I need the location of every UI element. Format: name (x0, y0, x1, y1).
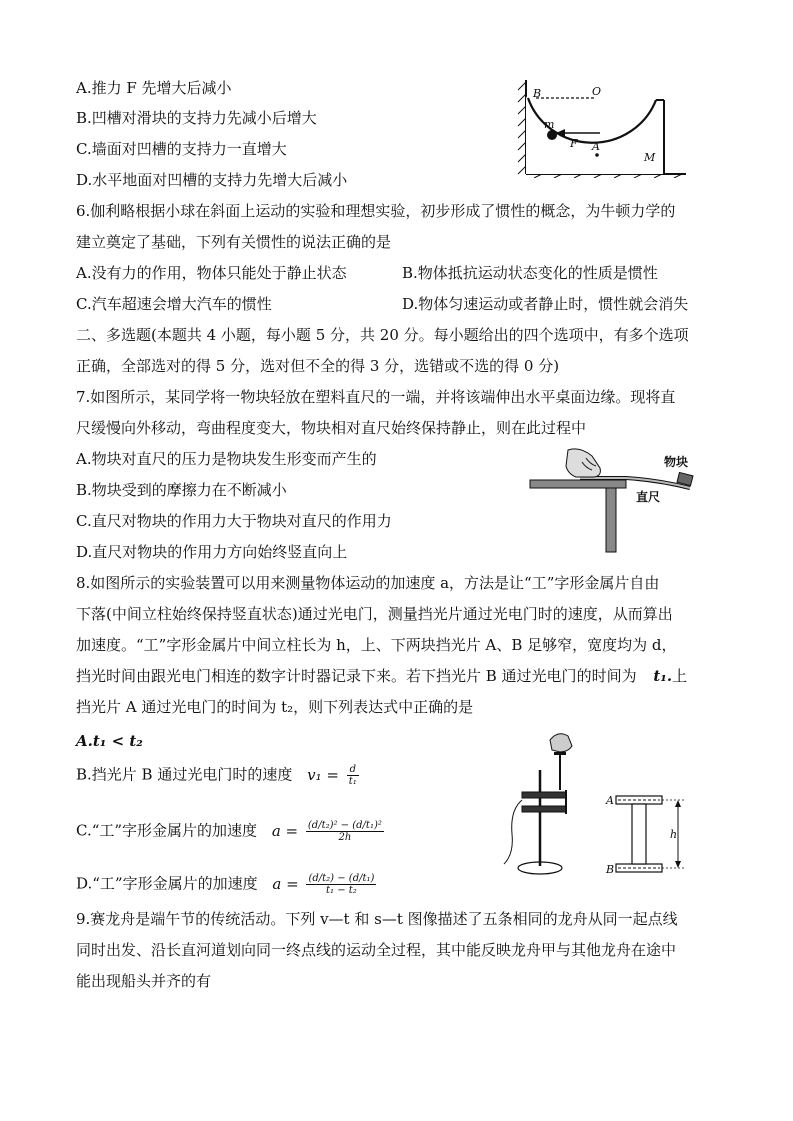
q7-ruler-figure (528, 444, 708, 554)
q6-option-d: D.物体匀速运动或者静止时，惯性就会消失 (402, 295, 689, 313)
q8-stem-line-4 (76, 667, 687, 685)
q8-i-piece-figure (604, 790, 694, 882)
q5-option-b: B.凹槽对滑块的支持力先减小后增大 (76, 109, 317, 127)
q6-stem-line-2: 建立奠定了基础，下列有关惯性的说法正确的是 (76, 233, 392, 251)
q8-stem-line-5: 挡光片 A 通过光电门的时间为 t₂，则下列表达式中正确的是 (76, 698, 474, 716)
q8-option-d (76, 873, 376, 896)
q8-label-b: B (606, 863, 615, 876)
q7-option-a: A.物块对直尺的压力是物块发生形变而产生的 (76, 450, 377, 468)
q8-option-d-fraction (306, 873, 376, 896)
q8-option-b-fraction (347, 764, 359, 787)
q5-option-c: C.墙面对凹槽的支持力一直增大 (76, 140, 287, 158)
q8-option-b-text: B.挡光片 B 通过光电门时的速度 (76, 765, 293, 784)
q6-option-c: C.汽车超速会增大汽车的惯性 (76, 295, 272, 313)
q7-ruler-label: 直尺 (636, 490, 661, 504)
q8-option-d-lhs: a = (272, 874, 299, 893)
q5-label-o: O (592, 85, 602, 98)
q7-block-label: 物块 (664, 455, 689, 469)
q6-stem-line-1: 6.伽利略根据小球在斜面上运动的实验和理想实验，初步形成了惯性的概念，为牛顿力学的 (76, 202, 676, 220)
q7-option-c: C.直尺对物块的作用力大于物块对直尺的作用力 (76, 512, 392, 530)
q8-stem-line-3: 加速度。“工”字形金属片中间立柱长为 h，上、下两块挡光片 A、B 足够窄，宽度均为 d， (76, 636, 677, 654)
q8-label-a: A (606, 794, 614, 807)
q5-option-a: A.推力 F 先增大后减小 (76, 79, 232, 97)
q8-option-d-text: D.“工”字形金属片的加速度 (76, 874, 258, 893)
q8-stem-line-4-text: 挡光时间由跟光电门相连的数字计时器记录下来。若下挡光片 B 通过光电门的时间为 (76, 667, 637, 685)
q8-stem-line-4-tail: 上 (672, 667, 688, 685)
q8-option-c (76, 820, 384, 843)
section-2-heading-cont: 正确，全部选对的得 5 分，选对但不全的得 3 分，选错或不选的得 0 分) (76, 357, 560, 375)
q8-option-c-text: C.“工”字形金属片的加速度 (76, 821, 258, 840)
q8-option-b (76, 764, 359, 787)
q5-label-b: B (533, 87, 542, 100)
q7-stem-line-2: 尺缓慢向外移动，弯曲程度变大，物块相对直尺始终保持静止，则在此过程中 (76, 419, 587, 437)
q8-option-c-lhs: a = (271, 821, 299, 840)
q8-label-h: h (670, 828, 678, 841)
q8-option-c-fraction (306, 820, 384, 843)
q9-stem-line-3: 能出现船头并齐的有 (76, 972, 212, 990)
q7-option-d: D.直尺对物块的作用力方向始终竖直向上 (76, 543, 348, 561)
q8-option-d-denominator: t₁ − t₂ (326, 885, 357, 896)
q5-groove-figure (514, 78, 694, 178)
q5-option-d: D.水平地面对凹槽的支持力先增大后减小 (76, 171, 348, 189)
q8-option-b-numerator: d (347, 764, 359, 776)
q8-stem-line-2: 下落(中间立柱始终保持竖直状态)通过光电门，测量挡光片通过光电门时的速度，从而算出 (76, 605, 673, 623)
q6-option-a: A.没有力的作用，物体只能处于静止状态 (76, 264, 347, 282)
q8-stem-line-1: 8.如图所示的实验装置可以用来测量物体运动的加速度 a，方法是让“工”字形金属片自由 (76, 574, 660, 592)
q5-label-m: m (544, 118, 555, 131)
q7-stem-line-1: 7.如图所示，某同学将一物块轻放在塑料直尺的一端，并将该端伸出水平桌面边缘。现将直 (76, 388, 676, 406)
q5-label-m-big: M (644, 151, 656, 164)
q8-option-b-denominator: t₁ (348, 776, 357, 787)
q8-photogate-figure (500, 730, 580, 880)
q8-option-c-denominator: 2h (338, 832, 352, 843)
q8-option-b-lhs: v₁ = (307, 765, 339, 784)
q9-stem-line-2: 同时出发、沿长直河道划向同一终点线的运动全过程，其中能反映龙舟甲与其他龙舟在途中 (76, 941, 677, 959)
q8-t1-symbol: t₁. (653, 667, 673, 685)
q8-option-d-numerator: (d/t₂) − (d/t₁) (308, 873, 375, 884)
q8-option-a: A.t₁ < t₂ (76, 732, 143, 750)
q8-option-c-numerator: (d/t₂)² − (d/t₁)² (307, 820, 382, 831)
q6-option-b: B.物体抵抗运动状态变化的性质是惯性 (402, 264, 658, 282)
q7-option-b: B.物块受到的摩擦力在不断减小 (76, 481, 287, 499)
q5-label-a: A (592, 140, 600, 153)
section-2-heading: 二、多选题(本题共 4 小题，每小题 5 分，共 20 分。每小题给出的四个选项中，有多个选项 (76, 326, 689, 344)
q9-stem-line-1: 9.赛龙舟是端午节的传统活动。下列 v—t 和 s—t 图像描述了五条相同的龙舟从同一起点线 (76, 910, 678, 928)
q5-label-f: F (570, 137, 578, 150)
